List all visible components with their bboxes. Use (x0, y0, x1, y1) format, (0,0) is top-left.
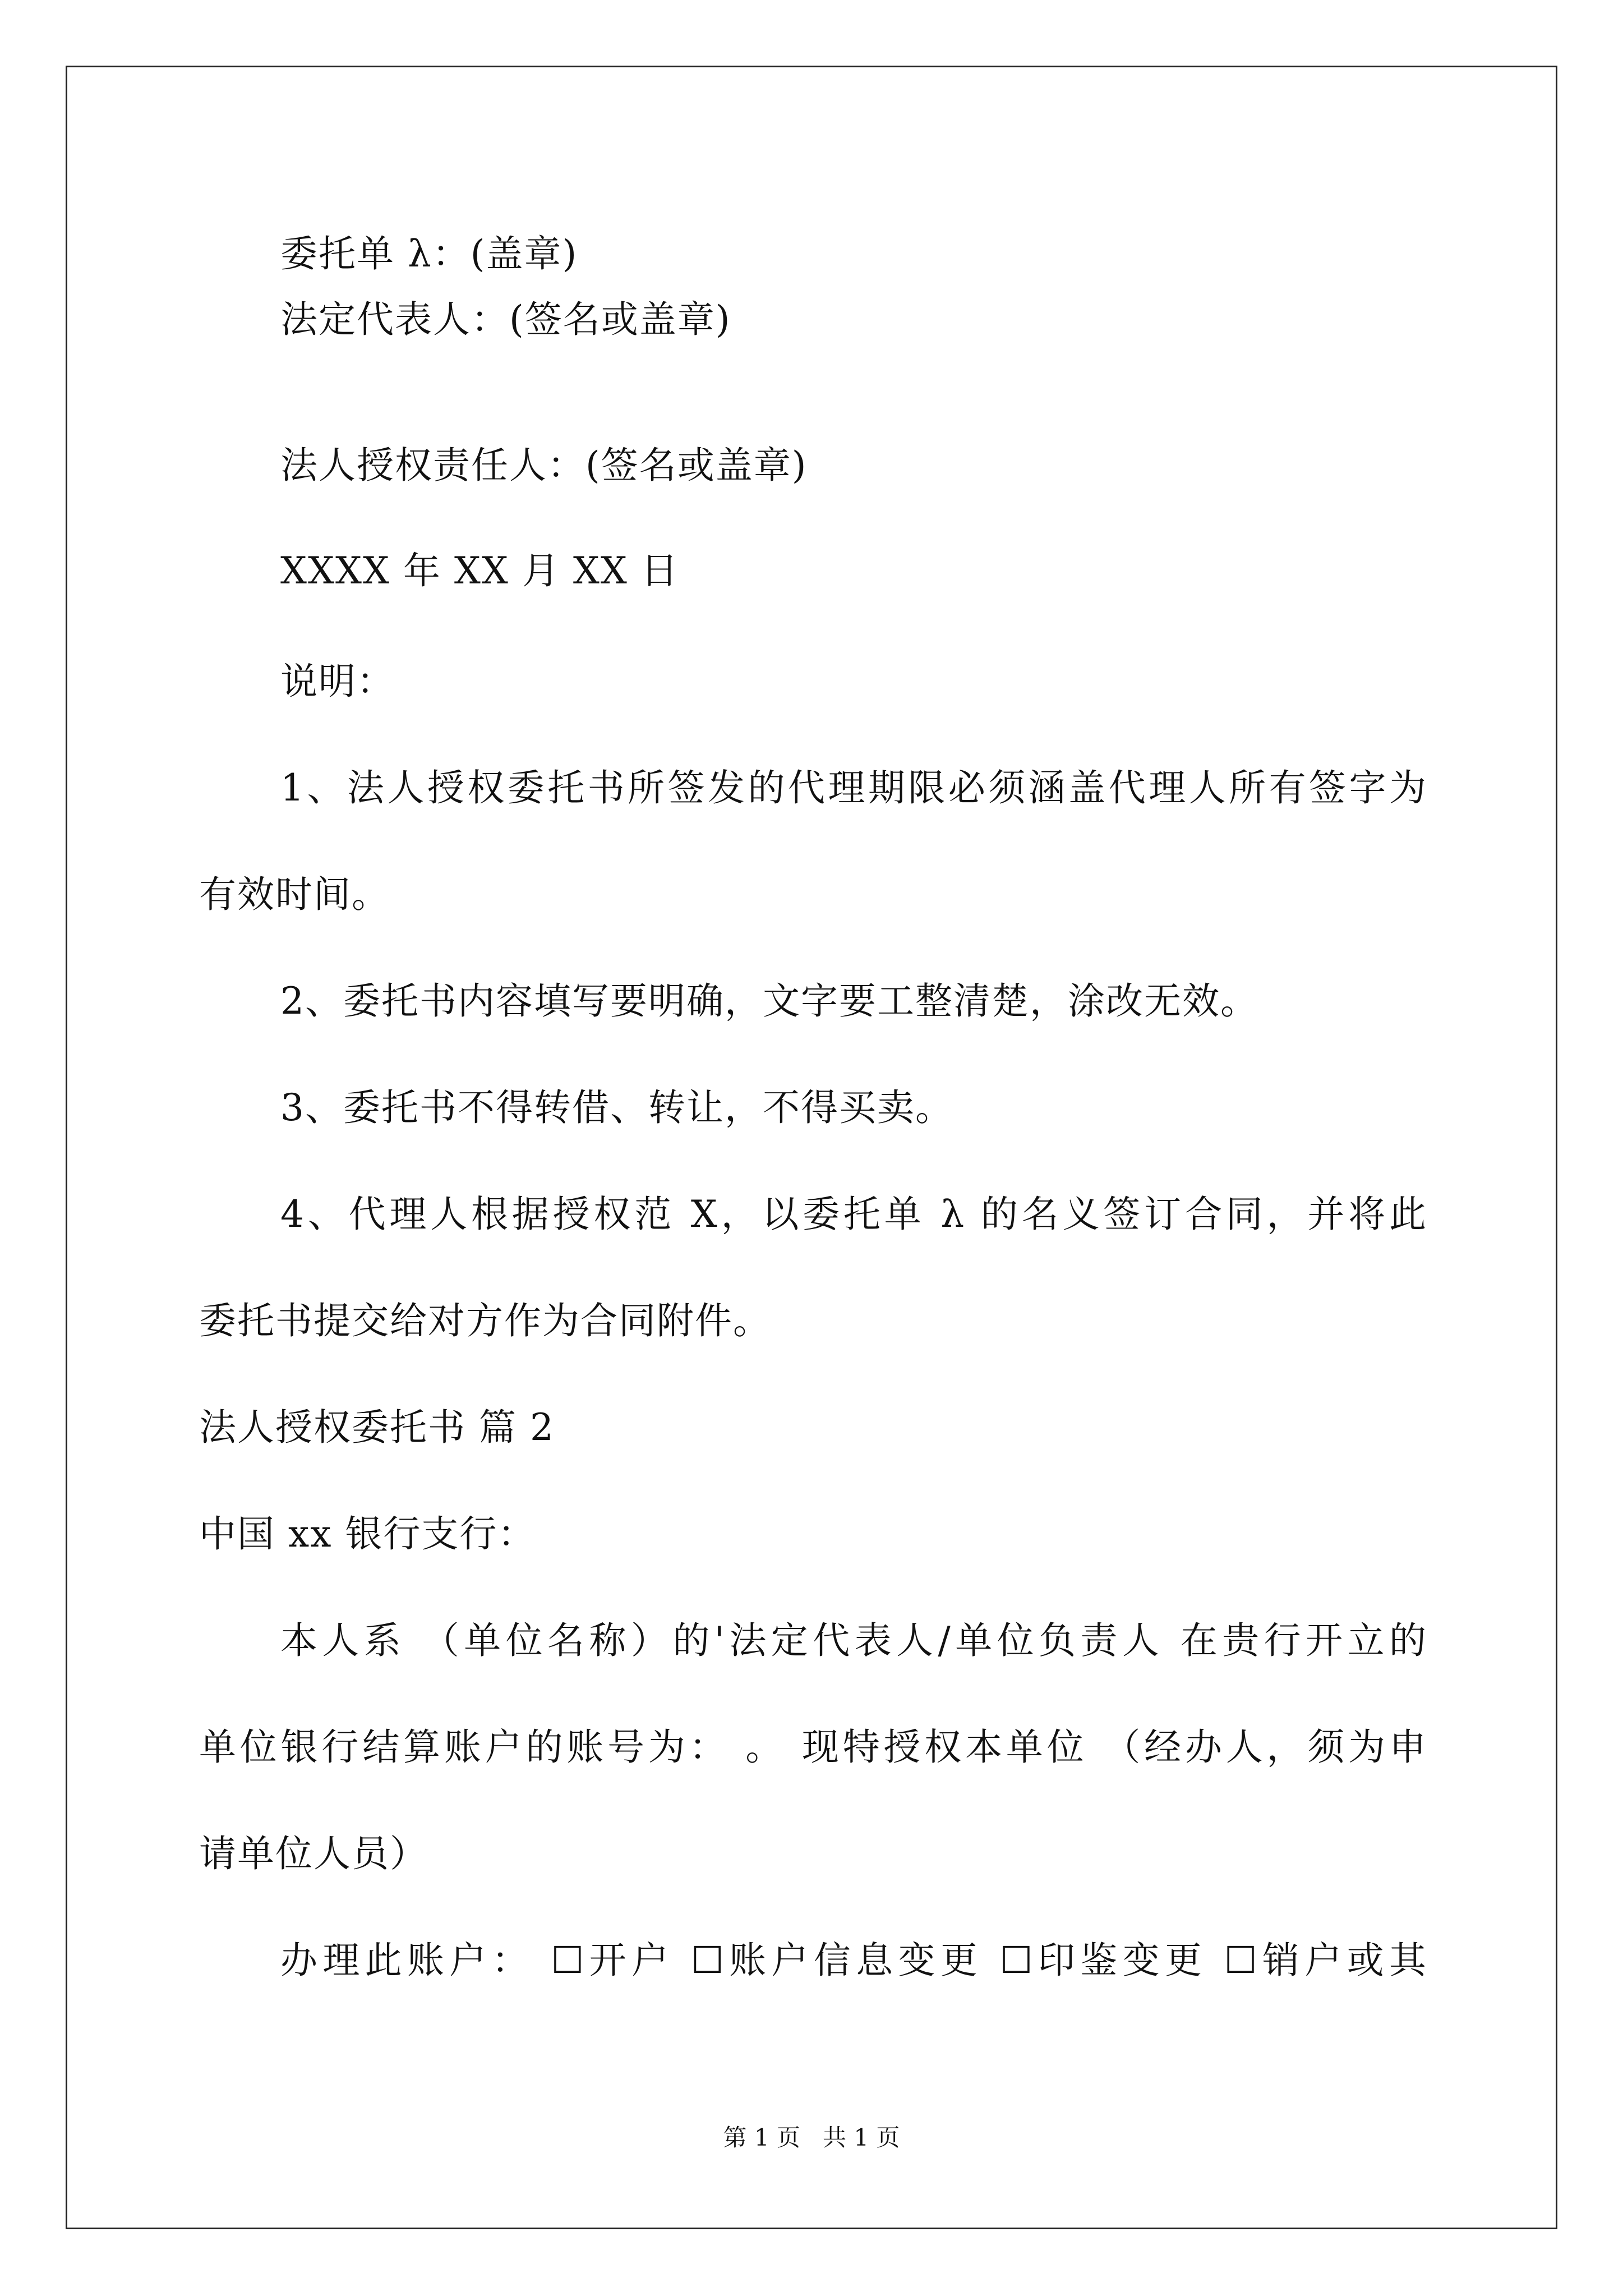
text-line-note-4-cont: 委托书提交给对方作为合同附件。 (199, 1299, 771, 1342)
text-line-note-3: 3、委托书不得转借、转让，不得买卖。 (280, 1086, 953, 1129)
section-heading: 法人授权委托书 篇 2 (199, 1406, 555, 1449)
text-line-body-2: 单位银行结算账户的账号为： 。 现特授权本单位 （经办人，须为申 (199, 1726, 1427, 1769)
text-line-note-4: 4、代理人根据授权范 X，以委托单 λ 的名义签订合同，并将此 (280, 1193, 1427, 1236)
text-line-salutation: 中国 xx 银行支行： (199, 1512, 536, 1556)
text-line-note-1: 1、法人授权委托书所签发的代理期限必须涵盖代理人所有签字为 (280, 766, 1427, 809)
text-line-body-3: 请单位人员） (199, 1832, 428, 1875)
text-line-date: XXXX 年 XX 月 XX 日 (280, 549, 679, 592)
page-footer: 第 1 页 共 1 页 (723, 2124, 900, 2151)
page-border (66, 66, 1557, 2229)
text-line-note-1-cont: 有效时间。 (199, 873, 390, 916)
text-line-authorized-person: 法人授权责任人：(签名或盖章) (280, 444, 808, 487)
text-line-entrusting-unit: 委托单 λ：(盖章) (280, 232, 578, 275)
text-line-note-2: 2、委托书内容填写要明确，文字要工整清楚，涂改无效。 (280, 979, 1258, 1023)
text-line-account-options: 办理此账户： ☐开户 ☐账户信息变更 ☐印鉴变更 ☐销户或其 (280, 1939, 1427, 1982)
text-line-legal-representative: 法定代表人：(签名或盖章) (280, 298, 731, 341)
text-line-body-1: 本人系 （单位名称）的'法定代表人/单位负责人 在贵行开立的 (280, 1619, 1427, 1662)
text-line-notes-heading: 说明： (280, 660, 395, 703)
